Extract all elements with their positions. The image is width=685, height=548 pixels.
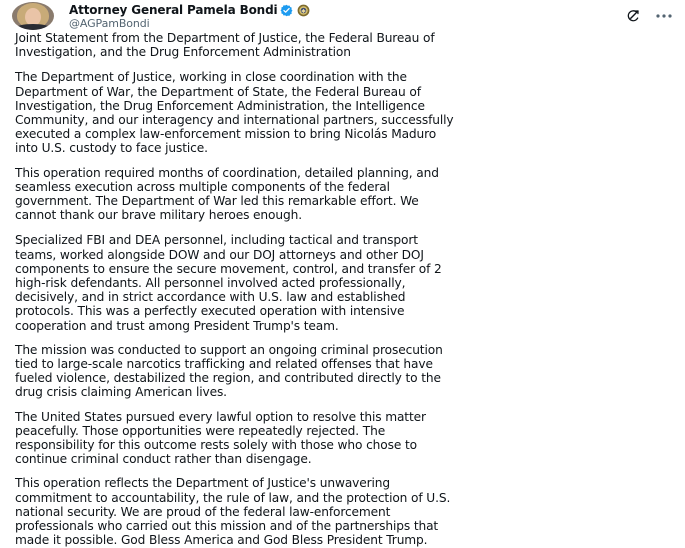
statement-paragraph-line: Specialized FBI and DEA personnel, including tactical and transport [15,233,418,248]
author-identity[interactable] [69,3,459,31]
statement-paragraph-line: components to ensure the secure movement, control, and transfer of 2 [15,261,442,276]
statement-paragraph-line: Community, and our interagency and international partners, successfully [15,113,454,128]
statement-paragraph-line: protocols. This was a perfectly executed operation with intensive [15,304,405,319]
author-display-name[interactable]: Attorney General Pamela Bondi [69,3,278,17]
post-body [15,31,681,548]
statement-paragraph-line: seamless execution across multiple components of the federal [15,179,390,194]
statement-paragraph [15,166,681,223]
author-handle[interactable]: @AGPamBondi [69,17,150,30]
statement-paragraph-line: professionals who carried out this mission and of the partnerships that [15,519,439,534]
avatar[interactable] [12,2,54,30]
grok-icon[interactable] [626,9,640,23]
government-seal-icon [297,4,310,17]
statement-paragraph [15,343,681,400]
statement-paragraph-line: cooperation and trust among President Trump's team. [15,318,339,333]
statement-paragraph-line: government. The Department of War led this remarkable effort. We [15,194,419,209]
author-name-row [69,3,459,18]
statement-paragraph-line: The Department of Justice, working in close coordination with the [15,70,407,85]
statement-paragraph [15,476,681,547]
statement-paragraph-line: into U.S. custody to face justice. [15,141,208,156]
more-options-icon[interactable] [656,14,672,18]
statement-paragraph-line: decisively, and in strict accordance with U.S. law and established [15,290,406,305]
statement-paragraph-line: The mission was conducted to support an ongoing criminal prosecution [15,342,443,357]
statement-paragraph [15,70,681,155]
statement-paragraph-line: commitment to accountability, the rule of law, and the protection of U.S. [15,490,451,505]
statement-paragraph-line: Investigation, the Drug Enforcement Administration, the Intelligence [15,98,425,113]
statement-paragraph-line: made it possible. God Bless America and God Bless President Trump. [15,533,428,548]
statement-paragraph-line: tied to large-scale narcotics trafficking and related offenses that have [15,357,433,372]
statement-paragraph-line: Department of War, the Department of State, the Federal Bureau of [15,84,421,99]
statement-paragraph-line: This operation required months of coordination, detailed planning, and [15,165,439,180]
statement-paragraph-line: The United States pursued every lawful option to resolve this matter [15,409,426,424]
statement-paragraph-line: peacefully. Those opportunities were repeatedly rejected. The [15,423,386,438]
statement-title-line: Joint Statement from the Department of Justice, the Federal Bureau of [15,31,435,45]
statement-paragraph-line: responsibility for this outcome rests solely with those who chose to [15,438,417,453]
statement-paragraph-line: teams, worked alongside DOW and our DOJ attorneys and other DOJ [15,247,424,262]
statement-paragraph-line: continue criminal conduct rather than disengage. [15,452,312,467]
statement-paragraph-line: national security. We are proud of the federal law-enforcement [15,504,391,519]
statement-paragraph [15,410,681,467]
statement-paragraph [15,233,681,332]
statement-paragraph-line: high-risk defendants. All personnel involved acted professionally, [15,276,406,291]
statement-title [15,31,681,59]
statement-title-line: Investigation, and the Drug Enforcement Administration [15,45,351,60]
avatar-shirt [16,24,50,30]
statement-paragraph-line: drug crisis claiming American lives. [15,385,227,400]
statement-paragraph-line: executed a complex law-enforcement mission to bring Nicolás Maduro [15,127,437,142]
statement-paragraph-line: fueled violence, destabilized the region, and contributed directly to the [15,371,441,386]
statement-paragraph-line: This operation reflects the Department of Justice's unwavering [15,476,391,491]
verified-badge-icon [280,4,293,17]
post-header [0,0,685,32]
statement-paragraph-line: cannot thank our brave military heroes enough. [15,208,302,223]
